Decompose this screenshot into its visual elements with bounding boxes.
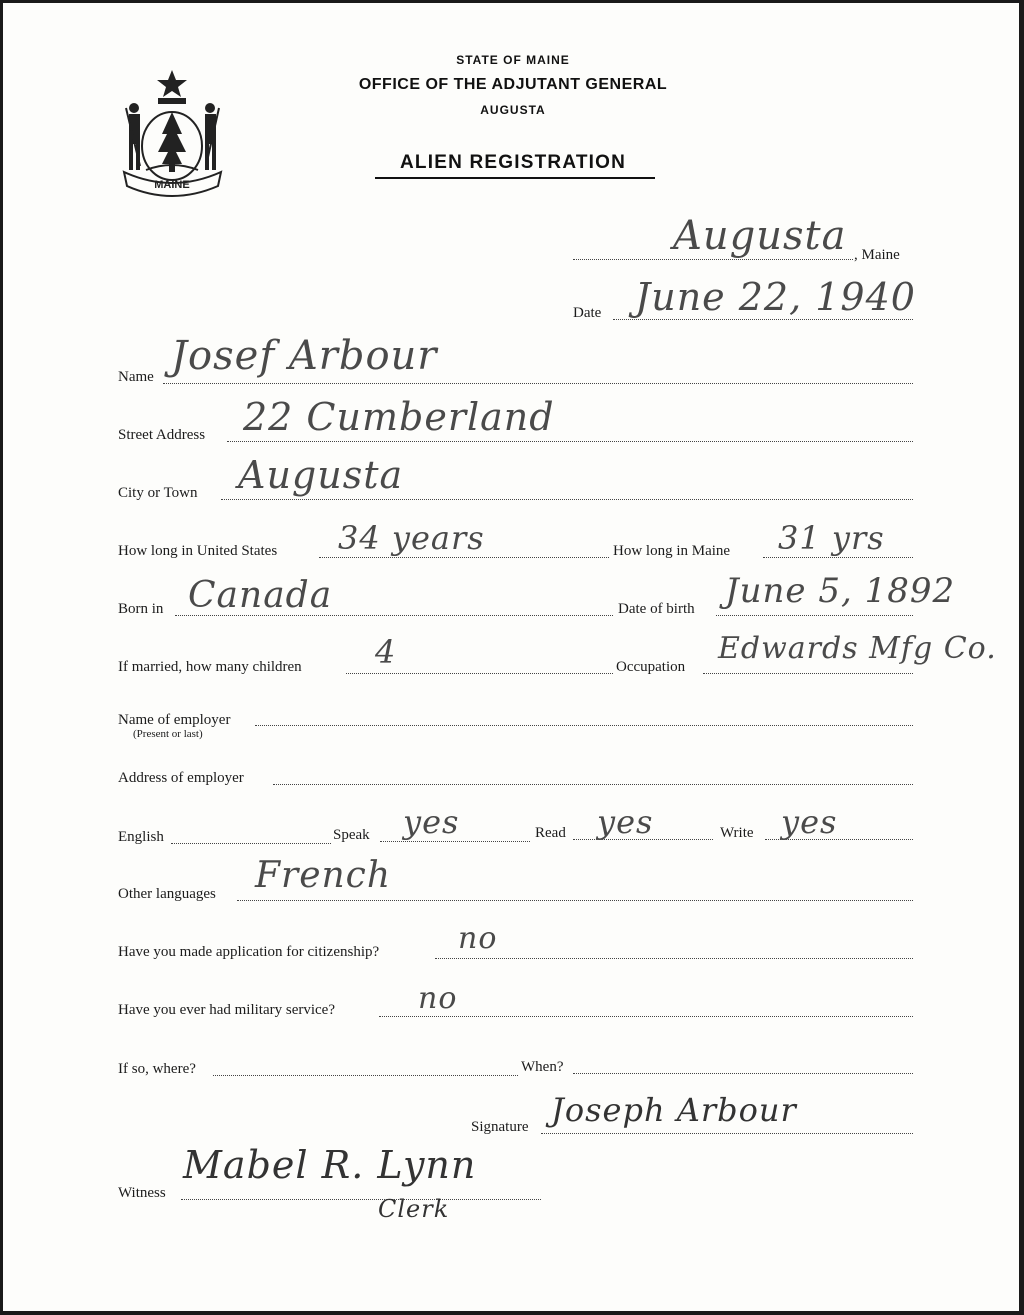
name-label: Name bbox=[118, 369, 154, 385]
employer-line bbox=[255, 725, 913, 726]
witness-value: Mabel R. Lynn bbox=[183, 1143, 477, 1187]
form-title: ALIEN REGISTRATION bbox=[399, 152, 627, 173]
birth-date-value: June 5, 1892 bbox=[725, 571, 956, 611]
other-languages-value: French bbox=[255, 855, 392, 896]
seal-label: MAINE bbox=[154, 179, 190, 191]
name-value: Josef Arbour bbox=[171, 333, 438, 379]
employer-label: Name of employer bbox=[118, 712, 231, 728]
location-value: Augusta bbox=[673, 213, 847, 259]
when-line bbox=[573, 1073, 913, 1074]
other-languages-line bbox=[237, 900, 913, 901]
date-line bbox=[613, 319, 913, 320]
born-in-value: Canada bbox=[188, 575, 333, 616]
speak-value: yes bbox=[403, 803, 460, 841]
write-label: Write bbox=[720, 825, 754, 841]
date-value: June 22, 1940 bbox=[635, 275, 916, 319]
city-line bbox=[221, 499, 913, 500]
where-line bbox=[213, 1075, 518, 1076]
english-label: English bbox=[118, 829, 164, 845]
header-state: STATE OF MAINE bbox=[456, 53, 570, 67]
street-label: Street Address bbox=[118, 427, 206, 443]
military-label: Have you ever had military service? bbox=[118, 1002, 335, 1018]
children-label: If married, how many children bbox=[118, 659, 302, 675]
years-us-value: 34 years bbox=[338, 519, 485, 557]
children-line bbox=[346, 673, 613, 674]
witness-title: Clerk bbox=[378, 1195, 450, 1223]
years-maine-line bbox=[763, 557, 913, 558]
birth-date-line bbox=[716, 615, 913, 616]
header-city: AUGUSTA bbox=[480, 103, 546, 117]
witness-label: Witness bbox=[118, 1185, 166, 1201]
city-label: City or Town bbox=[118, 485, 198, 501]
when-label: When? bbox=[521, 1059, 564, 1075]
english-line bbox=[171, 843, 331, 844]
employer-sublabel: (Present or last) bbox=[133, 728, 203, 740]
other-languages-label: Other languages bbox=[118, 886, 216, 902]
signature-line bbox=[541, 1133, 913, 1134]
name-line bbox=[163, 383, 913, 384]
years-maine-label: How long in Maine bbox=[613, 543, 731, 559]
city-value: Augusta bbox=[238, 453, 404, 497]
citizenship-value: no bbox=[458, 921, 498, 956]
header-office: OFFICE OF THE ADJUTANT GENERAL bbox=[358, 76, 668, 93]
speak-line bbox=[380, 841, 530, 842]
citizenship-label: Have you made application for citizenship? bbox=[118, 944, 380, 960]
witness-line bbox=[181, 1199, 541, 1200]
street-value: 22 Cumberland bbox=[243, 395, 555, 439]
read-value: yes bbox=[597, 803, 654, 841]
state-seal-icon bbox=[120, 68, 225, 198]
occupation-line bbox=[703, 673, 913, 674]
employer-address-line bbox=[273, 784, 913, 785]
military-value: no bbox=[418, 981, 458, 1016]
where-label: If so, where? bbox=[118, 1061, 196, 1077]
employer-address-label: Address of employer bbox=[118, 770, 244, 786]
location-suffix: , Maine bbox=[854, 247, 900, 263]
citizenship-line bbox=[435, 958, 913, 959]
years-us-label: How long in United States bbox=[118, 543, 278, 559]
registration-form bbox=[3, 3, 1019, 1311]
title-underline bbox=[375, 177, 655, 179]
occupation-value: Edwards Mfg Co. bbox=[718, 631, 997, 666]
location-line bbox=[573, 259, 853, 260]
children-value: 4 bbox=[375, 633, 397, 671]
speak-label: Speak bbox=[333, 827, 370, 843]
signature-value: Joseph Arbour bbox=[551, 1091, 797, 1129]
born-in-label: Born in bbox=[118, 601, 164, 617]
years-maine-value: 31 yrs bbox=[778, 519, 885, 557]
signature-label: Signature bbox=[471, 1119, 529, 1135]
years-us-line bbox=[319, 557, 609, 558]
birth-date-label: Date of birth bbox=[618, 601, 695, 617]
occupation-label: Occupation bbox=[616, 659, 686, 675]
read-label: Read bbox=[535, 825, 566, 841]
military-line bbox=[379, 1016, 913, 1017]
street-line bbox=[227, 441, 913, 442]
write-value: yes bbox=[781, 803, 838, 841]
date-label: Date bbox=[573, 305, 602, 321]
